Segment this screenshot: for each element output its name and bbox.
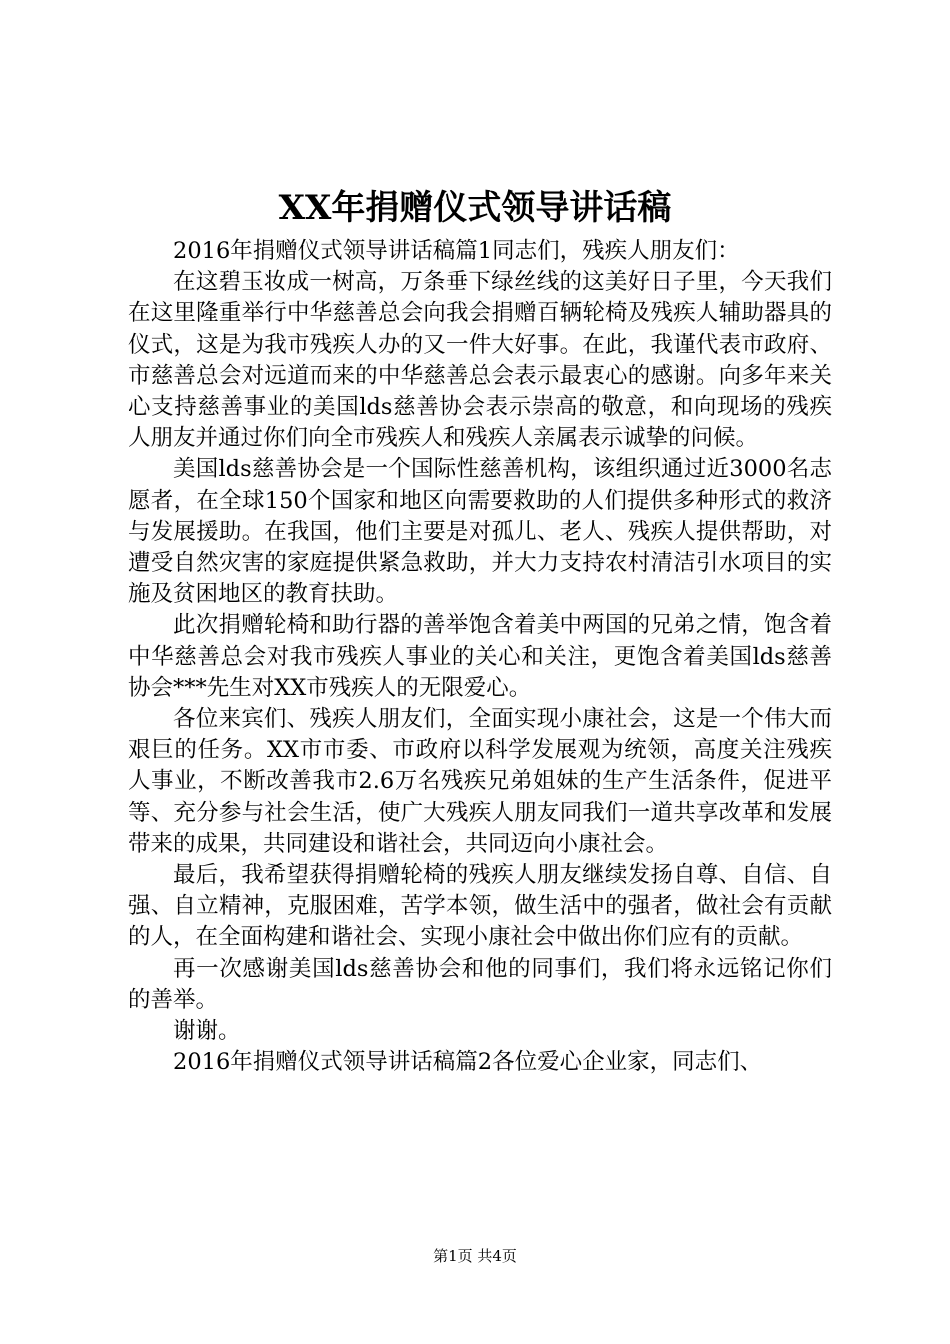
paragraph: 在这碧玉妆成一树高，万条垂下绿丝线的这美好日子里，今天我们在这里隆重举行中华慈善总会向我会捐赠百辆轮椅及残疾人辅助器具的仪式，这是为我市残疾人办的又一件大好事。在此，我谨代表市政府、市慈善总会对远道而来的中华慈善总会表示最衷心的感谢。向多年来关心支持慈善事业的美国lds慈善协会表示崇高的敬意，和向现场的残疾人朋友并通过你们向全市残疾人和残疾人亲属表示诚挚的问候。 — [128, 269, 832, 452]
paragraph: 美国lds慈善协会是一个国际性慈善机构，该组织通过近3000名志愿者，在全球150个国家和地区向需要救助的人们提供多种形式的救济与发展援助。在我国，他们主要是对孤儿、老人、残疾人提供帮助，对遭受自然灾害的家庭提供紧急救助，并大力支持农村清洁引水项目的实施及贫困地区的教育扶助。 — [128, 456, 832, 608]
paragraph: 2016年捐赠仪式领导讲话稿篇1同志们，残疾人朋友们： — [173, 238, 740, 264]
paragraph: 谢谢。 — [173, 1018, 241, 1045]
page-number-footer: 第1页 共4页 — [433, 1247, 517, 1265]
paragraph: 2016年捐赠仪式领导讲话稿篇2各位爱心企业家，同志们、 — [173, 1049, 763, 1076]
paragraph: 再一次感谢美国lds慈善协会和他的同事们，我们将永远铭记你们的善举。 — [128, 955, 832, 1013]
document-body — [128, 236, 832, 1078]
paragraph: 各位来宾们、残疾人朋友们，全面实现小康社会，这是一个伟大而艰巨的任务。XX市市委、市政府以科学发展观为统领，高度关注残疾人事业，不断改善我市2.6万名残疾兄弟姐妹的生产生活条件，促进平等、充分参与社会生活，使广大残疾人朋友同我们一道共享改革和发展带来的成果，共同建设和谐社会，共同迈向小康社会。 — [128, 706, 832, 857]
paragraph: 此次捐赠轮椅和助行器的善举饱含着美中两国的兄弟之情，饱含着中华慈善总会对我市残疾人事业的关心和关注，更饱含着美国lds慈善协会***先生对XX市残疾人的无限爱心。 — [128, 612, 832, 701]
paragraph: 最后，我希望获得捐赠轮椅的残疾人朋友继续发扬自尊、自信、自强、自立精神，克服困难，苦学本领，做生活中的强者，做社会有贡献的人，在全面构建和谐社会、实现小康社会中做出你们应有的贡献。 — [128, 862, 832, 951]
document-title: XX年捐赠仪式领导讲话稿 — [278, 188, 672, 228]
